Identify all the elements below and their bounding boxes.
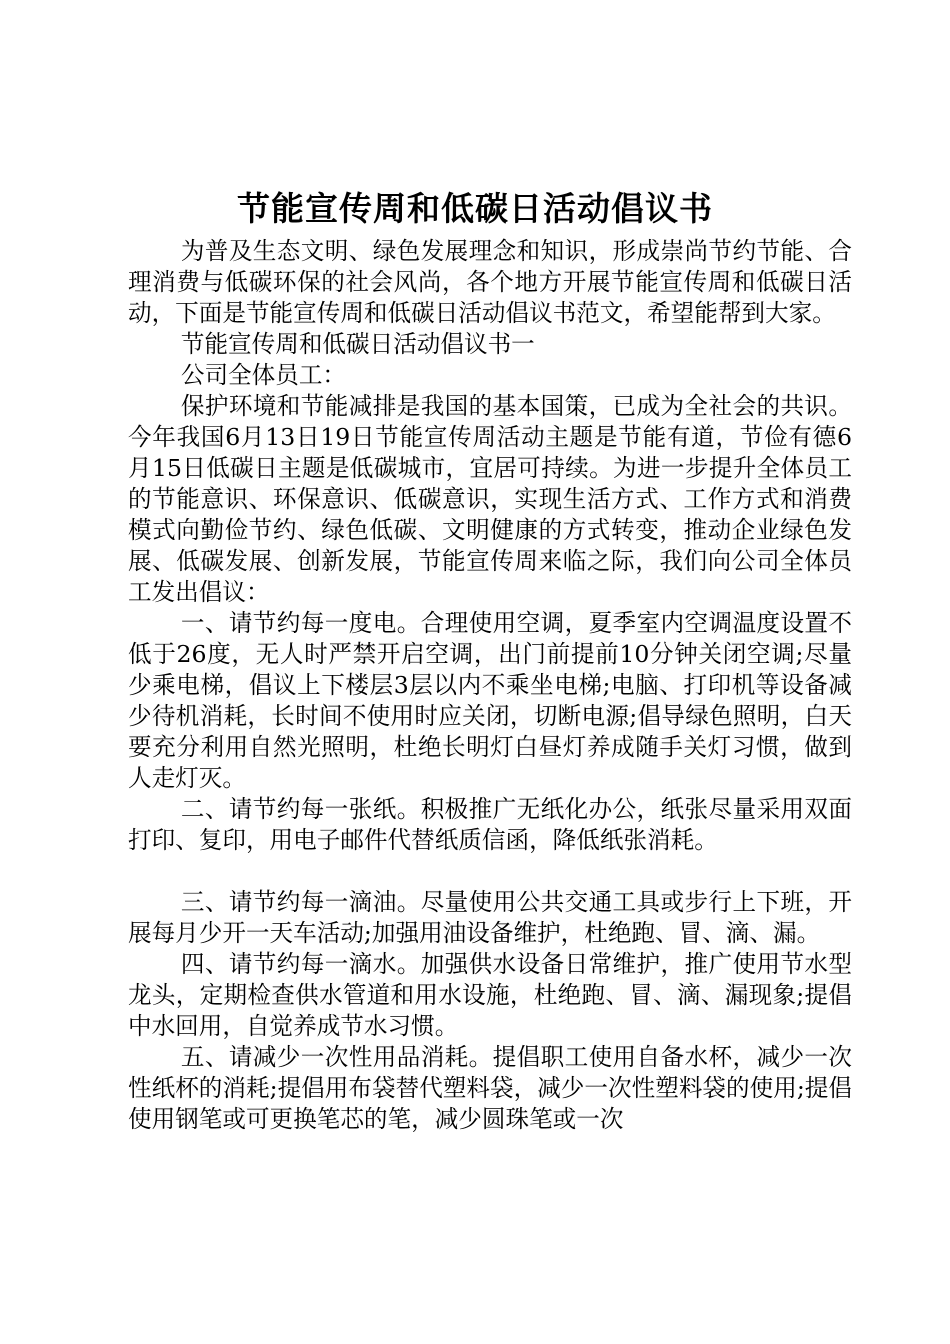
proposal-item-4: 四、请节约每一滴水。加强供水设备日常维护，推广使用节水型龙头，定期检查供水管道和用水设施，杜绝跑、冒、滴、漏现象;提倡中水回用，自觉养成节水习惯。 (128, 950, 852, 1040)
proposal-item-3: 三、请节约每一滴油。尽量使用公共交通工具或步行上下班，开展每月少开一天车活动;加强用油设备维护，杜绝跑、冒、滴、漏。 (128, 888, 852, 947)
body-paragraph: 保护环境和节能减排是我国的基本国策，已成为全社会的共识。今年我国6月13日19日节能宣传周活动主题是节能有道，节俭有德6月15日低碳日主题是低碳城市，宜居可持续。为进一步提升全体员工的节能意识、环保意识、低碳意识，实现生活方式、工作方式和消费模式向勤俭节约、绿色低碳、文明健康的方式转变，推动企业绿色发展、低碳发展、创新发展，节能宣传周来临之际，我们向公司全体员工发出倡议： (128, 392, 852, 606)
proposal-item-5: 五、请减少一次性用品消耗。提倡职工使用自备水杯，减少一次性纸杯的消耗;提倡用布袋替代塑料袋，减少一次性塑料袋的使用;提倡使用钢笔或可更换笔芯的笔，减少圆珠笔或一次 (128, 1043, 852, 1133)
intro-paragraph: 为普及生态文明、绿色发展理念和知识，形成崇尚节约节能、合理消费与低碳环保的社会风尚，各个地方开展节能宣传周和低碳日活动，下面是节能宣传周和低碳日活动倡议书范文，希望能帮到大家。 (128, 237, 852, 327)
proposal-item-1: 一、请节约每一度电。合理使用空调，夏季室内空调温度设置不低于26度，无人时严禁开启空调，出门前提前10分钟关闭空调;尽量少乘电梯，倡议上下楼层3层以内不乘坐电梯;电脑、打印机等设备减少待机消耗，长时间不使用时应关闭，切断电源;倡导绿色照明，白天要充分利用自然光照明，杜绝长明灯白昼灯养成随手关灯习惯，做到人走灯灭。 (128, 609, 852, 792)
document-body (128, 236, 852, 1135)
section-heading: 节能宣传周和低碳日活动倡议书一 (180, 330, 535, 358)
document-title: 节能宣传周和低碳日活动倡议书 (237, 189, 713, 228)
proposal-item-2: 二、请节约每一张纸。积极推广无纸化办公，纸张尽量采用双面打印、复印，用电子邮件代替纸质信函，降低纸张消耗。 (128, 795, 852, 854)
salutation: 公司全体员工： (180, 361, 347, 389)
